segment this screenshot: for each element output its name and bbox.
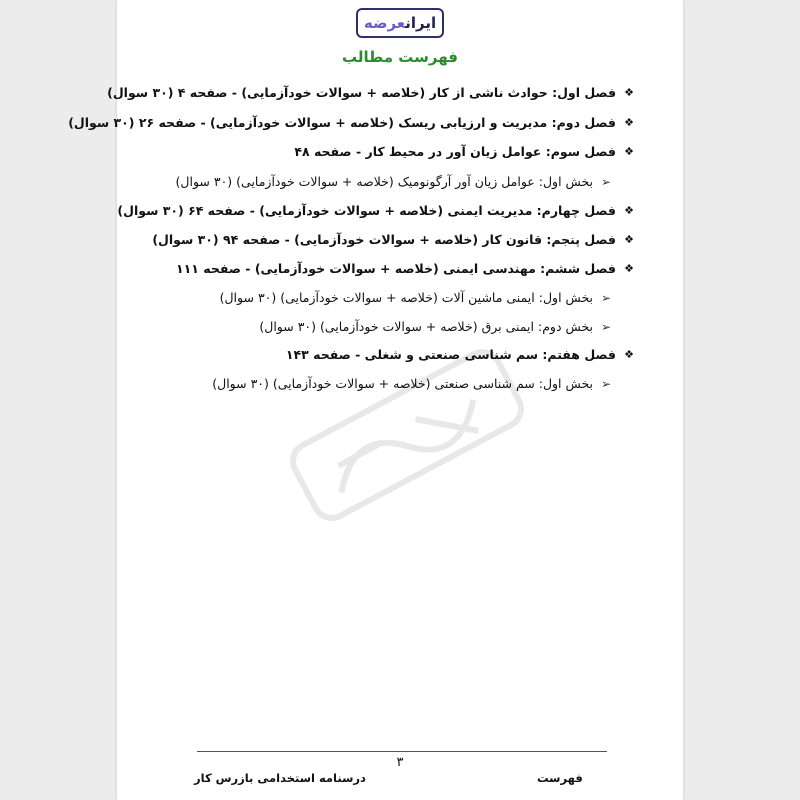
- toc-item-chapter-2[interactable]: [68, 115, 638, 130]
- toc-item-label: بخش اول: عوامل زیان آور آرگونومیک (خلاصه + سوالات خودآزمایی) (۳۰ سوال): [175, 174, 593, 189]
- page-title: فهرست مطالب: [342, 48, 458, 66]
- diamond-bullet-icon: ❖: [624, 262, 634, 275]
- diamond-bullet-icon: ❖: [624, 233, 634, 246]
- toc-item-label: فصل ششم: مهندسی ایمنی (خلاصه + سوالات خودآزمایی) - صفحه ۱۱۱: [176, 261, 616, 276]
- arrow-bullet-icon: ➢: [600, 319, 612, 334]
- toc-item-label: فصل هفتم: سم شناسی صنعتی و شغلی - صفحه ۱۴۳: [285, 347, 616, 362]
- toc-item-label: فصل چهارم: مدیریت ایمنی (خلاصه + سوالات خودآزمایی) - صفحه ۶۴ (۳۰ سوال): [117, 203, 616, 218]
- toc-item-section-7-1[interactable]: [212, 376, 615, 391]
- diamond-bullet-icon: ❖: [624, 86, 634, 99]
- footer-book-title: درسنامه استخدامی بازرس کار: [194, 771, 366, 785]
- document-page: [68, 0, 683, 800]
- toc-item-chapter-4[interactable]: [117, 203, 638, 218]
- toc-item-chapter-6[interactable]: [176, 261, 638, 276]
- arrow-bullet-icon: ➢: [600, 290, 612, 305]
- toc-item-label: بخش اول: سم شناسی صنعتی (خلاصه + سوالات خودآزمایی) (۳۰ سوال): [212, 376, 593, 391]
- toc-item-section-3-1[interactable]: [176, 174, 615, 189]
- toc-item-label: فصل سوم: عوامل زیان آور در محیط کار - صفحه ۴۸: [294, 144, 616, 159]
- table-of-contents: [68, 0, 683, 800]
- page-number: ۳: [396, 755, 404, 770]
- arrow-bullet-icon: ➢: [600, 376, 612, 391]
- diamond-bullet-icon: ❖: [624, 204, 634, 217]
- logo-text-accent: عرضه: [363, 14, 406, 32]
- toc-item-label: فصل دوم: مدیریت و ارزیابی ریسک (خلاصه + سوالات خودآزمایی) - صفحه ۲۶ (۳۰ سوال): [68, 115, 616, 130]
- toc-item-label: بخش دوم: ایمنی برق (خلاصه + سوالات خودآزمایی) (۳۰ سوال): [259, 319, 593, 334]
- toc-item-label: فصل پنجم: قانون کار (خلاصه + سوالات خودآزمایی) - صفحه ۹۴ (۳۰ سوال): [152, 232, 616, 247]
- arrow-bullet-icon: ➢: [600, 174, 612, 189]
- toc-item-section-6-2[interactable]: [259, 319, 615, 334]
- toc-item-chapter-3[interactable]: [294, 144, 638, 159]
- diamond-bullet-icon: ❖: [624, 348, 634, 361]
- toc-item-chapter-5[interactable]: [152, 232, 638, 247]
- logo-text-main: ایران: [405, 14, 437, 32]
- diamond-bullet-icon: ❖: [624, 145, 634, 158]
- footer-section-title: فهرست: [537, 771, 583, 785]
- toc-item-section-6-1[interactable]: [220, 290, 615, 305]
- footer-divider: [197, 751, 607, 752]
- toc-item-label: بخش اول: ایمنی ماشین آلات (خلاصه + سوالات خودآزمایی) (۳۰ سوال): [219, 290, 593, 305]
- toc-item-chapter-7[interactable]: [286, 347, 638, 362]
- toc-item-label: فصل اول: حوادث ناشی از کار (خلاصه + سوالات خودآزمایی) - صفحه ۴ (۳۰ سوال): [107, 85, 616, 100]
- diamond-bullet-icon: ❖: [624, 116, 634, 129]
- toc-item-chapter-1[interactable]: [107, 85, 638, 100]
